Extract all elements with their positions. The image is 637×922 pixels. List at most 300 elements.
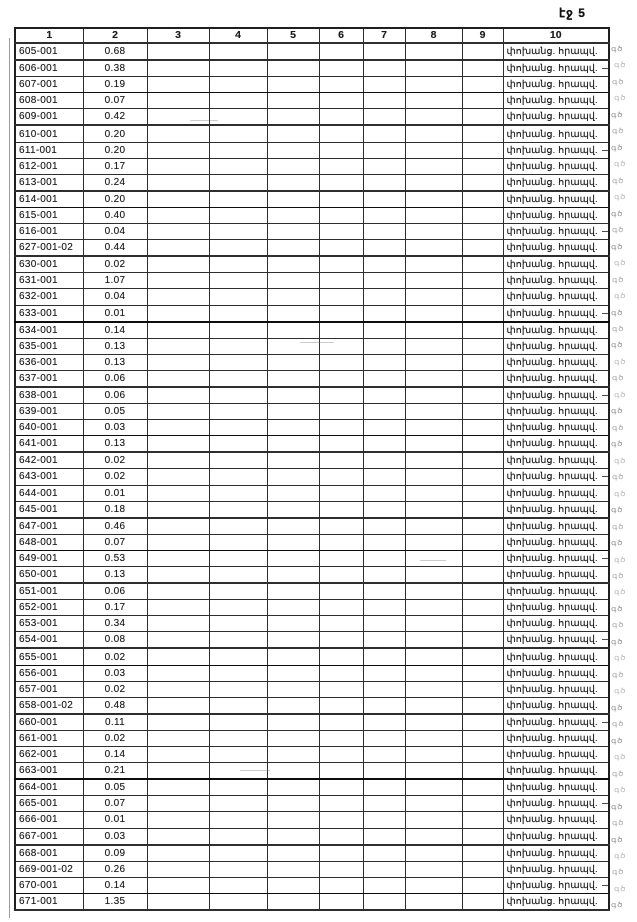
cell-empty xyxy=(209,730,267,746)
cell-empty xyxy=(147,861,209,877)
cell-empty xyxy=(405,43,462,60)
table-row xyxy=(15,828,609,845)
cell-value: 0.09 xyxy=(83,845,147,862)
column-header-7: 7 xyxy=(363,28,405,43)
cell-empty xyxy=(209,501,267,518)
margin-artifact: գծ xyxy=(614,885,627,893)
column-header-8: 8 xyxy=(405,28,462,43)
cell-empty xyxy=(267,714,319,731)
cell-value: 0.13 xyxy=(83,436,147,453)
cell-empty xyxy=(462,861,503,877)
cell-empty xyxy=(319,256,363,273)
cell-value: 0.13 xyxy=(83,567,147,584)
cell-value: 0.14 xyxy=(83,747,147,763)
cell-empty xyxy=(267,338,319,354)
margin-artifact: գծ xyxy=(611,736,624,745)
cell-empty xyxy=(319,877,363,893)
cell-empty xyxy=(363,518,405,535)
cell-empty xyxy=(209,387,267,404)
cell-id: 666-001 xyxy=(15,812,83,828)
cell-empty xyxy=(209,370,267,387)
cell-empty xyxy=(209,43,267,60)
cell-empty xyxy=(209,845,267,862)
cell-empty xyxy=(405,697,462,714)
margin-artifact: գծ xyxy=(614,687,627,696)
cell-empty xyxy=(147,877,209,893)
table-row xyxy=(15,273,609,289)
cell-id: 654-001 xyxy=(15,632,83,649)
cell-empty xyxy=(267,436,319,453)
cell-empty xyxy=(319,567,363,584)
cell-empty xyxy=(462,550,503,566)
cell-empty xyxy=(267,567,319,584)
ledger-table xyxy=(14,27,610,911)
cell-id: 609-001 xyxy=(15,109,83,126)
cell-empty xyxy=(405,681,462,697)
cell-rights: փոխանց. հրապվ. xyxy=(503,485,609,501)
margin-artifact: գծ xyxy=(612,325,625,333)
cell-rights: փոխանց. հրապվ. xyxy=(503,845,609,862)
cell-empty xyxy=(267,534,319,550)
column-header-4: 4 xyxy=(209,28,267,43)
cell-empty xyxy=(405,191,462,208)
cell-value: 0.04 xyxy=(83,224,147,240)
cell-empty xyxy=(319,501,363,518)
cell-empty xyxy=(363,828,405,845)
cell-empty xyxy=(147,665,209,681)
table-row xyxy=(15,420,609,436)
cell-empty xyxy=(209,338,267,354)
cell-id: 639-001 xyxy=(15,404,83,420)
cell-empty xyxy=(405,714,462,731)
scan-artifact xyxy=(190,120,218,121)
cell-empty xyxy=(405,60,462,77)
margin-artifact: գծ xyxy=(611,45,624,53)
cell-id: 669-001-02 xyxy=(15,861,83,877)
cell-empty xyxy=(319,109,363,126)
cell-empty xyxy=(319,714,363,731)
cell-empty xyxy=(405,338,462,354)
cell-empty xyxy=(405,877,462,893)
cell-empty xyxy=(405,534,462,550)
cell-empty xyxy=(462,354,503,370)
cell-empty xyxy=(319,207,363,223)
cell-id: 665-001 xyxy=(15,796,83,812)
cell-rights: փոխանց. հրապվ. xyxy=(503,632,609,649)
cell-empty xyxy=(147,174,209,191)
cell-empty xyxy=(319,893,363,910)
cell-id: 636-001 xyxy=(15,354,83,370)
cell-rights: փոխանց. հրապվ. xyxy=(503,338,609,354)
cell-empty xyxy=(363,534,405,550)
table-row xyxy=(15,567,609,584)
cell-empty xyxy=(209,583,267,600)
table-row xyxy=(15,174,609,191)
cell-empty xyxy=(267,828,319,845)
cell-empty xyxy=(405,305,462,322)
cell-empty xyxy=(319,600,363,616)
cell-rights: փոխանց. հրապվ. xyxy=(503,518,609,535)
cell-empty xyxy=(462,648,503,665)
cell-value: 0.20 xyxy=(83,142,147,158)
cell-empty xyxy=(363,240,405,257)
table-row xyxy=(15,191,609,208)
cell-rights: փոխանց. հրապվ. xyxy=(503,43,609,60)
cell-empty xyxy=(147,583,209,600)
header-row xyxy=(15,28,609,43)
cell-value: 0.13 xyxy=(83,354,147,370)
table-row xyxy=(15,305,609,322)
cell-empty xyxy=(267,404,319,420)
cell-rights: փոխանց. հրապվ. xyxy=(503,207,609,223)
cell-value: 0.11 xyxy=(83,714,147,731)
cell-empty xyxy=(363,697,405,714)
margin-artifact: գծ xyxy=(611,209,624,218)
cell-empty xyxy=(319,861,363,877)
cell-empty xyxy=(147,648,209,665)
cell-empty xyxy=(147,796,209,812)
cell-id: 614-001 xyxy=(15,191,83,208)
cell-empty xyxy=(267,697,319,714)
cell-empty xyxy=(267,877,319,893)
cell-empty xyxy=(363,600,405,616)
cell-empty xyxy=(209,109,267,126)
margin-artifact: գծ xyxy=(614,555,627,564)
cell-empty xyxy=(209,534,267,550)
margin-artifact: գծ xyxy=(614,61,627,70)
cell-empty xyxy=(267,583,319,600)
cell-rights: փոխանց. հրապվ. xyxy=(503,240,609,257)
cell-id: 655-001 xyxy=(15,648,83,665)
cell-empty xyxy=(267,550,319,566)
cell-id: 610-001 xyxy=(15,125,83,142)
cell-empty xyxy=(405,485,462,501)
cell-empty xyxy=(363,747,405,763)
margin-artifact: գծ xyxy=(612,769,625,778)
table-row xyxy=(15,224,609,240)
margin-artifact: գծ xyxy=(611,111,624,119)
cell-empty xyxy=(462,534,503,550)
table-row xyxy=(15,109,609,126)
table-row xyxy=(15,796,609,812)
table-row xyxy=(15,404,609,420)
margin-artifact: գծ xyxy=(612,127,625,136)
cell-value: 0.07 xyxy=(83,534,147,550)
cell-rights: փոխանց. հրապվ. xyxy=(503,436,609,453)
cell-empty xyxy=(209,616,267,632)
cell-value: 0.03 xyxy=(83,665,147,681)
cell-rights: փոխանց. հրապվ. xyxy=(503,796,609,812)
cell-empty xyxy=(267,354,319,370)
cell-rights: փոխանց. հրապվ. xyxy=(503,747,609,763)
cell-empty xyxy=(267,861,319,877)
cell-rights: փոխանց. հրապվ. xyxy=(503,224,609,240)
scan-artifact xyxy=(300,342,334,343)
cell-empty xyxy=(209,665,267,681)
cell-empty xyxy=(363,665,405,681)
margin-artifact: գծ xyxy=(614,391,627,399)
cell-empty xyxy=(363,730,405,746)
cell-value: 0.48 xyxy=(83,697,147,714)
cell-empty xyxy=(267,812,319,828)
cell-empty xyxy=(405,648,462,665)
cell-empty xyxy=(267,747,319,763)
cell-empty xyxy=(319,354,363,370)
cell-empty xyxy=(267,93,319,109)
cell-value: 0.14 xyxy=(83,877,147,893)
cell-value: 0.38 xyxy=(83,60,147,77)
table-row xyxy=(15,583,609,600)
cell-empty xyxy=(319,125,363,142)
table-row xyxy=(15,665,609,681)
cell-empty xyxy=(209,420,267,436)
cell-empty xyxy=(363,861,405,877)
cell-empty xyxy=(319,370,363,387)
cell-empty xyxy=(363,550,405,566)
cell-empty xyxy=(405,796,462,812)
cell-id: 668-001 xyxy=(15,845,83,862)
cell-empty xyxy=(267,240,319,257)
cell-rights: փոխանց. հրապվ. xyxy=(503,452,609,469)
margin-artifact: գծ xyxy=(611,407,624,416)
table-row xyxy=(15,681,609,697)
cell-empty xyxy=(147,354,209,370)
cell-rights: փոխանց. հրապվ. xyxy=(503,697,609,714)
cell-empty xyxy=(319,60,363,77)
cell-empty xyxy=(363,273,405,289)
cell-empty xyxy=(462,697,503,714)
cell-empty xyxy=(462,828,503,845)
cell-id: 612-001 xyxy=(15,158,83,174)
cell-empty xyxy=(267,665,319,681)
cell-id: 657-001 xyxy=(15,681,83,697)
cell-empty xyxy=(147,273,209,289)
cell-empty xyxy=(462,338,503,354)
cell-empty xyxy=(462,370,503,387)
cell-empty xyxy=(147,469,209,485)
cell-empty xyxy=(209,404,267,420)
cell-id: 645-001 xyxy=(15,501,83,518)
cell-empty xyxy=(462,174,503,191)
cell-empty xyxy=(462,142,503,158)
cell-empty xyxy=(147,616,209,632)
column-header-6: 6 xyxy=(319,28,363,43)
margin-artifact: գծ xyxy=(614,160,627,169)
cell-empty xyxy=(405,665,462,681)
cell-empty xyxy=(267,125,319,142)
cell-empty xyxy=(462,452,503,469)
cell-rights: փոխանց. հրապվ. xyxy=(503,714,609,731)
cell-empty xyxy=(363,387,405,404)
cell-empty xyxy=(319,77,363,93)
margin-artifact: գծ xyxy=(612,621,625,630)
cell-empty xyxy=(405,420,462,436)
cell-empty xyxy=(267,256,319,273)
cell-value: 0.02 xyxy=(83,681,147,697)
cell-empty xyxy=(405,240,462,257)
cell-empty xyxy=(209,779,267,796)
cell-empty xyxy=(319,305,363,322)
cell-empty xyxy=(462,501,503,518)
cell-empty xyxy=(209,224,267,240)
cell-empty xyxy=(267,730,319,746)
cell-empty xyxy=(147,567,209,584)
table-row xyxy=(15,534,609,550)
cell-empty xyxy=(405,812,462,828)
table-row xyxy=(15,289,609,305)
cell-empty xyxy=(209,893,267,910)
table-row xyxy=(15,43,609,60)
cell-empty xyxy=(462,224,503,240)
cell-rights: փոխանց. հրապվ. xyxy=(503,877,609,893)
table-row xyxy=(15,616,609,632)
cell-empty xyxy=(363,681,405,697)
cell-empty xyxy=(319,240,363,257)
margin-artifact: գծ xyxy=(612,720,625,729)
cell-empty xyxy=(363,436,405,453)
cell-rights: փոխանց. հրապվ. xyxy=(503,648,609,665)
cell-empty xyxy=(147,207,209,223)
cell-empty xyxy=(267,224,319,240)
cell-empty xyxy=(147,191,209,208)
cell-id: 651-001 xyxy=(15,583,83,600)
cell-empty xyxy=(267,60,319,77)
cell-empty xyxy=(147,747,209,763)
cell-empty xyxy=(462,632,503,649)
cell-empty xyxy=(209,452,267,469)
cell-rights: փոխանց. հրապվ. xyxy=(503,567,609,584)
cell-rights: փոխանց. հրապվ. xyxy=(503,469,609,485)
cell-empty xyxy=(462,322,503,339)
cell-empty xyxy=(405,600,462,616)
cell-empty xyxy=(319,681,363,697)
cell-empty xyxy=(147,60,209,77)
margin-artifact: գծ xyxy=(614,786,627,794)
cell-empty xyxy=(267,305,319,322)
cell-empty xyxy=(405,436,462,453)
cell-empty xyxy=(209,681,267,697)
cell-empty xyxy=(405,828,462,845)
cell-id: 663-001 xyxy=(15,763,83,780)
cell-empty xyxy=(363,583,405,600)
cell-empty xyxy=(267,779,319,796)
cell-id: 652-001 xyxy=(15,600,83,616)
cell-empty xyxy=(363,469,405,485)
cell-empty xyxy=(405,77,462,93)
cell-empty xyxy=(405,404,462,420)
cell-empty xyxy=(267,616,319,632)
cell-empty xyxy=(319,485,363,501)
cell-empty xyxy=(319,828,363,845)
cell-rights: փոխանց. հրապվ. xyxy=(503,779,609,796)
margin-artifact: գծ xyxy=(612,473,625,482)
cell-id: 660-001 xyxy=(15,714,83,731)
cell-empty xyxy=(363,77,405,93)
cell-empty xyxy=(405,289,462,305)
cell-value: 1.07 xyxy=(83,273,147,289)
cell-id: 611-001 xyxy=(15,142,83,158)
cell-empty xyxy=(319,174,363,191)
table-row xyxy=(15,730,609,746)
table-row xyxy=(15,354,609,370)
cell-id: 647-001 xyxy=(15,518,83,535)
table-row xyxy=(15,60,609,77)
page-number-label: էջ 5 xyxy=(559,6,586,20)
cell-empty xyxy=(209,125,267,142)
cell-empty xyxy=(405,632,462,649)
cell-empty xyxy=(319,191,363,208)
cell-value: 0.03 xyxy=(83,828,147,845)
cell-empty xyxy=(405,93,462,109)
margin-artifact: գծ xyxy=(612,819,625,827)
cell-empty xyxy=(209,256,267,273)
cell-empty xyxy=(462,305,503,322)
cell-empty xyxy=(462,273,503,289)
cell-empty xyxy=(319,518,363,535)
margin-artifact: գծ xyxy=(611,901,624,910)
table-row xyxy=(15,387,609,404)
cell-id: 648-001 xyxy=(15,534,83,550)
cell-empty xyxy=(363,763,405,780)
cell-value: 0.06 xyxy=(83,370,147,387)
cell-empty xyxy=(209,714,267,731)
table-row xyxy=(15,452,609,469)
cell-empty xyxy=(405,142,462,158)
cell-empty xyxy=(363,616,405,632)
cell-empty xyxy=(319,93,363,109)
cell-rights: փոխանց. հրապվ. xyxy=(503,501,609,518)
margin-artifact: գծ xyxy=(614,654,627,663)
cell-empty xyxy=(267,174,319,191)
column-header-9: 9 xyxy=(462,28,503,43)
cell-empty xyxy=(363,142,405,158)
cell-empty xyxy=(405,763,462,780)
scan-artifact xyxy=(420,560,446,561)
cell-id: 653-001 xyxy=(15,616,83,632)
cell-value: 0.01 xyxy=(83,485,147,501)
cell-rights: փոխանց. հրապվ. xyxy=(503,191,609,208)
cell-empty xyxy=(209,648,267,665)
cell-empty xyxy=(147,534,209,550)
cell-empty xyxy=(405,616,462,632)
cell-value: 0.14 xyxy=(83,322,147,339)
cell-empty xyxy=(319,43,363,60)
cell-empty xyxy=(147,142,209,158)
cell-empty xyxy=(319,550,363,566)
cell-empty xyxy=(363,485,405,501)
cell-empty xyxy=(147,485,209,501)
cell-empty xyxy=(405,370,462,387)
cell-empty xyxy=(363,714,405,731)
cell-empty xyxy=(363,109,405,126)
cell-value: 0.02 xyxy=(83,469,147,485)
cell-empty xyxy=(405,224,462,240)
cell-empty xyxy=(462,893,503,910)
cell-empty xyxy=(147,518,209,535)
cell-empty xyxy=(405,354,462,370)
cell-value: 0.03 xyxy=(83,420,147,436)
cell-empty xyxy=(462,436,503,453)
margin-artifact: գծ xyxy=(611,703,624,712)
cell-value: 0.19 xyxy=(83,77,147,93)
table-row xyxy=(15,240,609,257)
table-row xyxy=(15,207,609,223)
cell-empty xyxy=(319,534,363,550)
cell-value: 0.08 xyxy=(83,632,147,649)
cell-value: 0.34 xyxy=(83,616,147,632)
cell-empty xyxy=(462,240,503,257)
table-row xyxy=(15,125,609,142)
